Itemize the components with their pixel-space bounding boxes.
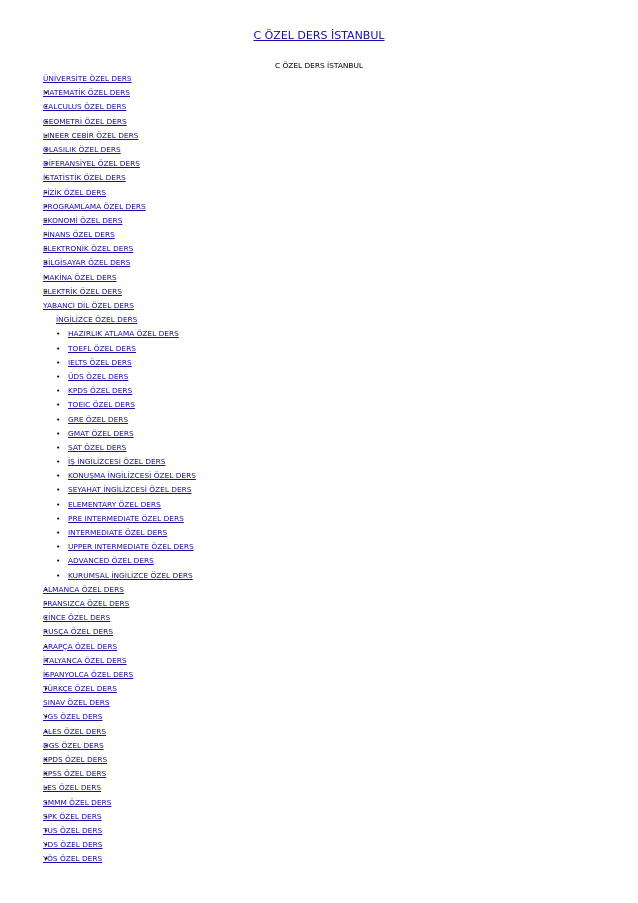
list-item-link[interactable]: ARAPÇA ÖZEL DERS bbox=[43, 641, 118, 651]
list-item bbox=[43, 540, 196, 554]
list-item-link[interactable]: ALMANCA ÖZEL DERS bbox=[43, 584, 124, 594]
list-item bbox=[43, 441, 196, 455]
list-item-link[interactable]: PROGRAMLAMA ÖZEL DERS bbox=[43, 201, 146, 211]
list-item bbox=[43, 753, 196, 767]
list-item bbox=[43, 696, 196, 710]
list-item-link[interactable]: KONUŞMA İNGİLİZCESİ ÖZEL DERS bbox=[68, 471, 196, 481]
page-title-link[interactable]: C ÖZEL DERS İSTANBUL bbox=[253, 29, 385, 42]
list-item-link[interactable]: YGS ÖZEL DERS bbox=[43, 712, 103, 722]
list-item-link[interactable]: LES ÖZEL DERS bbox=[43, 783, 102, 793]
list-item-link[interactable]: YÖS ÖZEL DERS bbox=[43, 854, 103, 864]
list-item bbox=[43, 569, 196, 583]
list-item-link[interactable]: LINEER CEBİR ÖZEL DERS bbox=[43, 130, 139, 140]
list-item-link[interactable]: TUS ÖZEL DERS bbox=[43, 825, 103, 835]
list-item bbox=[43, 796, 196, 810]
list-item-link[interactable]: YABANCI DİL ÖZEL DERS bbox=[43, 301, 134, 310]
list-item bbox=[43, 100, 196, 114]
list-item-link[interactable]: RUSÇA ÖZEL DERS bbox=[43, 627, 114, 637]
list-item-link[interactable]: GRE ÖZEL DERS bbox=[68, 414, 129, 424]
list-item bbox=[43, 72, 196, 86]
list-item-link[interactable]: FİNANS ÖZEL DERS bbox=[43, 230, 115, 240]
list-item bbox=[43, 682, 196, 696]
list-item-link[interactable]: SINAV ÖZEL DERS bbox=[43, 698, 110, 708]
list-item-link[interactable]: KPDS ÖZEL DERS bbox=[43, 755, 108, 764]
link-list bbox=[43, 72, 196, 867]
list-item bbox=[43, 838, 196, 852]
list-item bbox=[43, 242, 196, 256]
list-item bbox=[43, 384, 196, 398]
list-item-link[interactable]: SPK ÖZEL DERS bbox=[43, 811, 102, 821]
list-item-link[interactable]: PRE INTERMEDIATE ÖZEL DERS bbox=[68, 513, 184, 523]
list-item-link[interactable]: SEYAHAT İNGİLİZCESİ ÖZEL DERS bbox=[68, 485, 192, 495]
list-item-link[interactable]: ÜDS ÖZEL DERS bbox=[68, 371, 129, 381]
list-item-link[interactable]: ADVANCED ÖZEL DERS bbox=[68, 556, 154, 566]
list-item bbox=[43, 483, 196, 497]
list-item-link[interactable]: ELEKTRONİK ÖZEL DERS bbox=[43, 244, 134, 254]
list-item bbox=[43, 852, 196, 866]
list-item-link[interactable]: İSPANYOLCA ÖZEL DERS bbox=[43, 669, 134, 679]
list-item bbox=[43, 427, 196, 441]
list-item bbox=[43, 625, 196, 639]
list-item bbox=[43, 725, 196, 739]
list-item bbox=[43, 668, 196, 682]
list-item-link[interactable]: ELEKTRİK ÖZEL DERS bbox=[43, 286, 122, 296]
list-item-link[interactable]: TOEFL ÖZEL DERS bbox=[68, 343, 136, 353]
list-item bbox=[43, 654, 196, 668]
list-item bbox=[43, 767, 196, 781]
list-item bbox=[43, 115, 196, 129]
list-item-link[interactable]: BİLGİSAYAR ÖZEL DERS bbox=[43, 258, 131, 268]
list-item bbox=[43, 228, 196, 242]
list-item bbox=[43, 398, 196, 412]
list-item bbox=[43, 86, 196, 100]
page-subtitle: C ÖZEL DERS İSTANBUL bbox=[274, 61, 364, 70]
list-item-link[interactable]: TOEIC ÖZEL DERS bbox=[68, 400, 135, 410]
list-item-link[interactable]: ÇİNCE ÖZEL DERS bbox=[43, 613, 111, 623]
list-item-link[interactable]: ÜNİVERSİTE ÖZEL DERS bbox=[43, 74, 132, 83]
list-item bbox=[43, 597, 196, 611]
list-item bbox=[43, 739, 196, 753]
list-item-link[interactable]: İNGİLİZCE ÖZEL DERS bbox=[56, 315, 138, 325]
list-item-link[interactable]: CALCULUS ÖZEL DERS bbox=[43, 102, 127, 112]
list-item-link[interactable]: DGS ÖZEL DERS bbox=[43, 740, 104, 750]
list-item bbox=[43, 512, 196, 526]
list-item bbox=[43, 810, 196, 824]
list-item-link[interactable]: EKONOMİ ÖZEL DERS bbox=[43, 215, 123, 225]
list-item-link[interactable]: HAZIRLIK ATLAMA ÖZEL DERS bbox=[68, 329, 179, 339]
list-item bbox=[43, 413, 196, 427]
list-item-link[interactable]: IELTS ÖZEL DERS bbox=[68, 357, 132, 367]
list-item-link[interactable]: KPSS ÖZEL DERS bbox=[43, 769, 107, 779]
list-item bbox=[43, 356, 196, 370]
list-item bbox=[43, 256, 196, 270]
list-item bbox=[43, 157, 196, 171]
list-item bbox=[43, 554, 196, 568]
list-item bbox=[43, 171, 196, 185]
list-item bbox=[43, 299, 196, 313]
list-item-link[interactable]: GEOMETRİ ÖZEL DERS bbox=[43, 116, 127, 126]
list-item-link[interactable]: SMMM ÖZEL DERS bbox=[43, 797, 112, 807]
list-item bbox=[43, 469, 196, 483]
list-item bbox=[43, 824, 196, 838]
list-item-link[interactable]: YDS ÖZEL DERS bbox=[43, 840, 103, 850]
list-item bbox=[43, 498, 196, 512]
list-item-link[interactable]: DİFERANSİYEL ÖZEL DERS bbox=[43, 159, 140, 169]
list-item-link[interactable]: TÜRKÇE ÖZEL DERS bbox=[43, 684, 117, 694]
list-item-link[interactable]: ELEMENTARY ÖZEL DERS bbox=[68, 499, 161, 509]
list-item bbox=[43, 370, 196, 384]
list-item bbox=[43, 186, 196, 200]
list-item bbox=[43, 129, 196, 143]
list-item bbox=[43, 143, 196, 157]
list-item-link[interactable]: ALES ÖZEL DERS bbox=[43, 726, 107, 736]
list-item bbox=[43, 526, 196, 540]
list-item-link[interactable]: KPDS ÖZEL DERS bbox=[68, 386, 133, 396]
list-item bbox=[43, 200, 196, 214]
list-item-link[interactable]: INTERMEDIATE ÖZEL DERS bbox=[68, 528, 168, 537]
list-item-link[interactable]: UPPER INTERMEDIATE ÖZEL DERS bbox=[68, 542, 194, 552]
list-item-link[interactable]: SAT ÖZEL DERS bbox=[68, 442, 127, 452]
list-item bbox=[43, 781, 196, 795]
list-item-link[interactable]: GMAT ÖZEL DERS bbox=[68, 428, 134, 438]
list-item bbox=[43, 285, 196, 299]
list-item-link[interactable]: KURUMSAL İNGİLİZCE ÖZEL DERS bbox=[68, 570, 193, 580]
list-item bbox=[43, 313, 196, 327]
list-item bbox=[43, 710, 196, 724]
list-item-link[interactable]: FRANSIZCA ÖZEL DERS bbox=[43, 598, 130, 608]
list-item bbox=[43, 327, 196, 341]
list-item-link[interactable]: MAKİNA ÖZEL DERS bbox=[43, 272, 117, 282]
list-item-link[interactable]: MATEMATİK ÖZEL DERS bbox=[43, 88, 130, 98]
list-item bbox=[43, 342, 196, 356]
list-item-link[interactable]: FİZİK ÖZEL DERS bbox=[43, 187, 107, 197]
list-item-link[interactable]: İSTATİSTİK ÖZEL DERS bbox=[43, 173, 126, 183]
list-item bbox=[43, 583, 196, 597]
list-item bbox=[43, 455, 196, 469]
list-item-link[interactable]: OLASILIK ÖZEL DERS bbox=[43, 144, 121, 154]
list-item-link[interactable]: İŞ İNGİLİZCESİ ÖZEL DERS bbox=[68, 457, 166, 467]
list-item bbox=[43, 611, 196, 625]
list-item bbox=[43, 271, 196, 285]
list-item-link[interactable]: İTALYANCA ÖZEL DERS bbox=[43, 655, 127, 665]
list-item bbox=[43, 640, 196, 654]
list-item bbox=[43, 214, 196, 228]
